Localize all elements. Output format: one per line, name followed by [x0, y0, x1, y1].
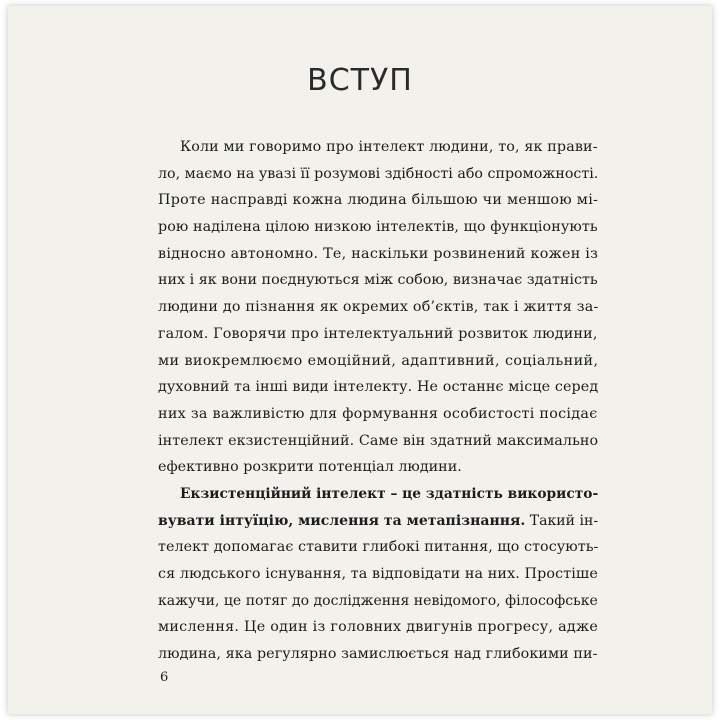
paragraph-2-line: телект допомагає ставити глибокі питання, що стосують-	[158, 539, 599, 556]
paragraph-2-line: людина, яка регулярно замислюється над глибокими пи-	[158, 646, 598, 663]
body-text	[158, 134, 598, 668]
paragraph-2-mixed-line	[158, 508, 598, 535]
paragraph-1-line: ло, маємо на увазі її розумові здібності або спроможності.	[158, 165, 599, 182]
paragraph-1-line: рою наділена цілою низкою інтелектів, що функціонують	[158, 219, 598, 236]
paragraph-2-bold-fragment: вувати інтуїцію, мислення та метапізнання.	[158, 512, 526, 529]
paragraph-2-regular-fragment: Такий ін-	[525, 512, 599, 529]
paragraph-1-line: людини до пізнання як окремих об’єктів, так і життя за-	[158, 299, 599, 316]
book-page	[8, 6, 712, 714]
paragraph-2-bold-line: Екзистенційний інтелект – це здатність використо-	[180, 485, 599, 502]
paragraph-1-line: Проте насправді кожна людина більшою чи меншою мі-	[158, 192, 599, 209]
paragraph-2-line: мислення. Це один із головних двигунів прогресу, адже	[158, 619, 599, 636]
page-number: 6	[160, 670, 169, 685]
paragraph-1-last-line: ефективно розкрити потенціал людини.	[158, 459, 462, 476]
paragraph-2-line: ся людського існування, та відповідати на них. Простіше	[158, 566, 598, 582]
paragraph-1-line: ми виокремлюємо емоційний, адаптивний, соціальний,	[158, 352, 599, 369]
paragraph-1-line: Коли ми говоримо про інтелект людини, то, як прави-	[180, 139, 598, 155]
paragraph-1-line: них за важливістю для формування особистості посідає	[158, 405, 598, 422]
paragraph-2-line: кажучи, це потяг до дослідження невідомого, філософське	[158, 592, 598, 609]
paragraph-1-line: інтелект екзистенційний. Саме він здатний максимально	[158, 432, 599, 449]
paragraph-1-line: відносно автономно. Те, наскільки розвинений кожен із	[158, 245, 599, 262]
paragraph-1-line: духовний та інші види інтелекту. Не останнє місце серед	[158, 379, 599, 396]
paragraph-1-line: них і як вони поєднуються між собою, визначає здатність	[158, 272, 598, 289]
page-title: ВСТУП	[307, 63, 413, 98]
paragraph-1-line: галом. Говорячи про інтелектуальний розвиток людини,	[158, 325, 598, 342]
